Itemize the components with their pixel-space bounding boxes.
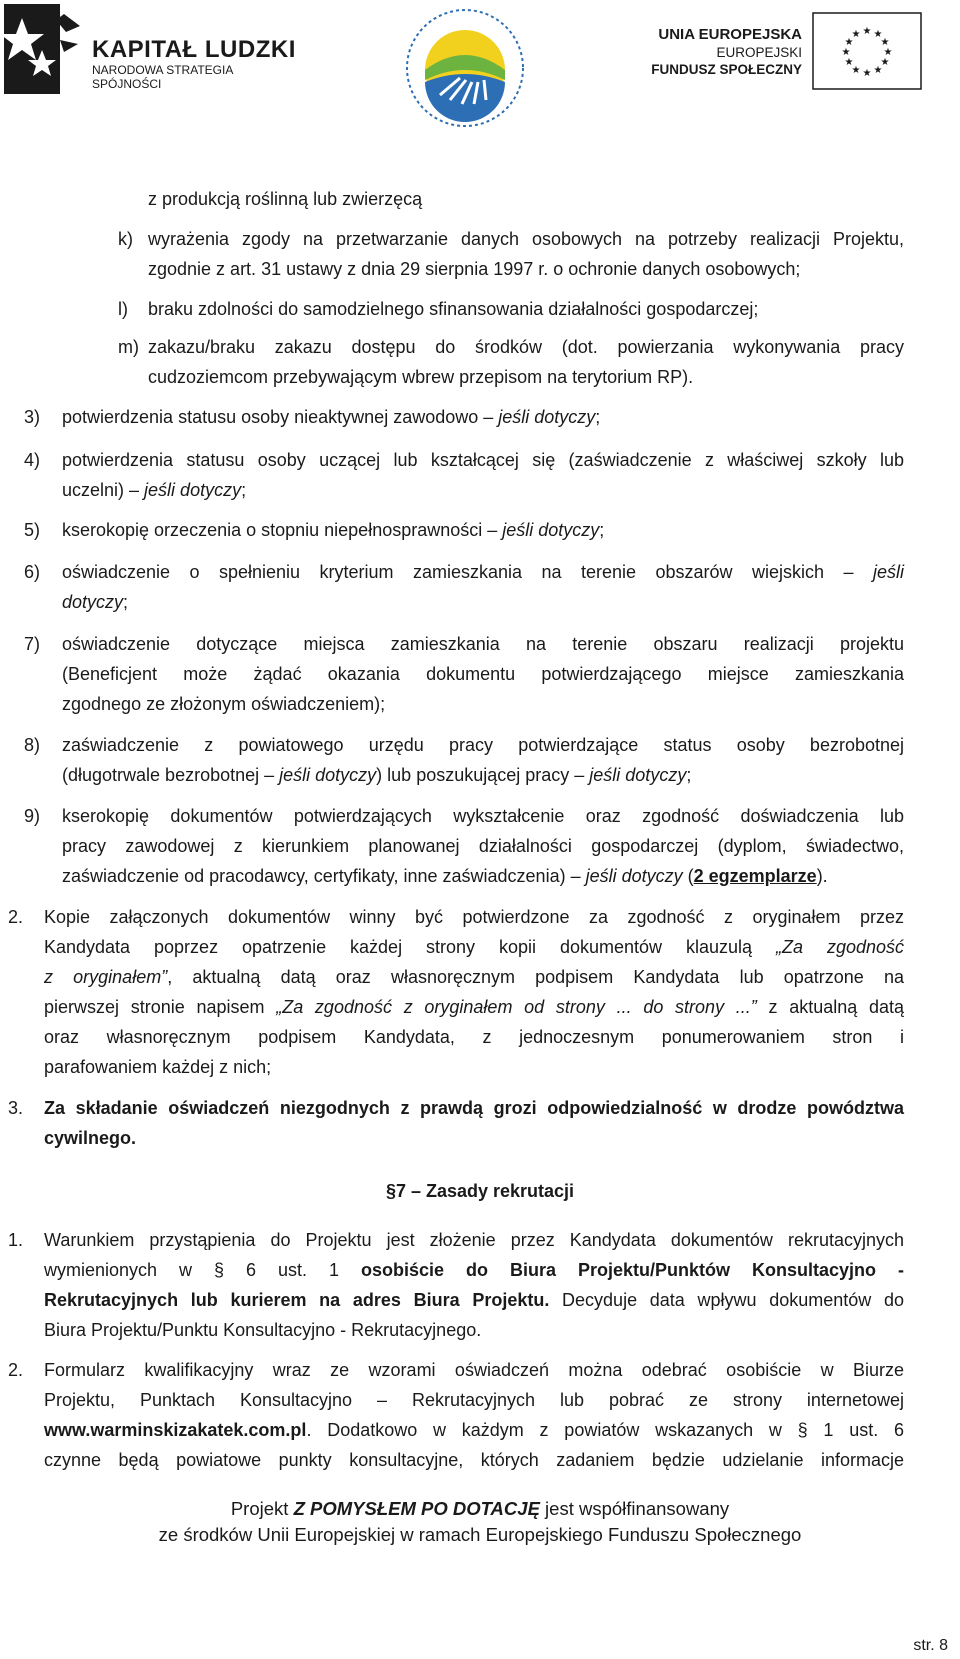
svg-text:★: ★ bbox=[880, 57, 890, 68]
footer-line-2: ze środków Unii Europejskiej w ramach Europejskiego Funduszu Społecznego bbox=[158, 1524, 802, 1545]
svg-text:★: ★ bbox=[851, 65, 861, 76]
sub-item-text: cudzoziemcom przebywającym wbrew przepisom na terytorium RP). bbox=[148, 367, 694, 387]
kapital-ludzki-name: KAPITAŁ LUDZKI bbox=[92, 36, 296, 63]
item-number: 3) bbox=[24, 407, 41, 427]
svg-text:★: ★ bbox=[862, 26, 872, 37]
item-text: uczelni) – jeśli dotyczy; bbox=[62, 480, 247, 500]
item-text: oświadczenie dotyczące miejsca zamieszkania na terenie obszaru realizacji projektu bbox=[62, 634, 904, 654]
sub-item-text: z produkcją roślinną lub zwierzęcą bbox=[148, 189, 423, 209]
item-text: pracy zawodowej z kierunkiem planowanej działalności gospodarczej (dyplom, świadectwo, bbox=[62, 836, 904, 856]
item-number: 7) bbox=[24, 634, 41, 654]
paragraph-text: www.warminskizakatek.com.pl. Dodatkowo w każdym z powiatów wskazanych w § 1 ust. 6 bbox=[44, 1420, 904, 1440]
page-number: str. 8 bbox=[913, 1637, 948, 1654]
svg-text:★: ★ bbox=[880, 37, 890, 48]
item-number: 4) bbox=[24, 450, 41, 470]
item-number: 9) bbox=[24, 806, 41, 826]
item-text: dotyczy; bbox=[62, 592, 129, 612]
svg-text:★: ★ bbox=[883, 47, 893, 58]
paragraph-text: Rekrutacyjnych lub kurierem na adres Biura Projektu. Decyduje data wpływu dokumentów do bbox=[44, 1290, 904, 1310]
item-text: zaświadczenie od pracodawcy, certyfikaty, inne zaświadczenia) – jeśli dotyczy (2 egzemplarze). bbox=[62, 866, 828, 886]
paragraph-text: oraz własnoręcznym podpisem Kandydata, z jednoczesnym ponumerowaniem stron i bbox=[44, 1027, 904, 1047]
paragraph-text: wymienionych w § 6 ust. 1 osobiście do Biura Projektu/Punktów Konsultacyjno - bbox=[44, 1260, 904, 1280]
sub-item-text: braku zdolności do samodzielnego sfinansowania działalności gospodarczej; bbox=[148, 299, 759, 319]
svg-text:★: ★ bbox=[873, 65, 883, 76]
paragraph-text: Za składanie oświadczeń niezgodnych z prawdą grozi odpowiedzialność w drodze powództwa bbox=[44, 1098, 904, 1118]
item-text: potwierdzenia statusu osoby uczącej lub kształcącej się (zaświadczenie z właściwej szkoły lub bbox=[62, 450, 904, 470]
paragraph-text: z oryginałem”, aktualną datą oraz własnoręcznym podpisem Kandydata lub opatrzone na bbox=[44, 967, 904, 987]
sub-item-letter: k) bbox=[118, 229, 133, 249]
paragraph-text: Kopie załączonych dokumentów winny być potwierdzone za zgodność z oryginałem przez bbox=[44, 907, 904, 927]
ue-line-2: EUROPEJSKI bbox=[716, 45, 802, 60]
paragraph-number: 1. bbox=[8, 1230, 24, 1250]
item-number: 6) bbox=[24, 562, 41, 582]
item-text: potwierdzenia statusu osoby nieaktywnej zawodowo – jeśli dotyczy; bbox=[62, 407, 601, 427]
ue-line-3: FUNDUSZ SPOŁECZNY bbox=[651, 62, 802, 77]
sub-item-text: zgodnie z art. 31 ustawy z dnia 29 sierpnia 1997 r. o ochronie danych osobowych; bbox=[148, 259, 801, 279]
item-text: kserokopię orzeczenia o stopniu niepełnosprawności – jeśli dotyczy; bbox=[62, 520, 605, 540]
sub-item-text: zakazu/braku zakazu dostępu do środków (dot. powierzania wykonywania pracy bbox=[148, 337, 904, 357]
item-number: 8) bbox=[24, 735, 41, 755]
paragraph-text: Projektu, Punktach Konsultacyjno – Rekrutacyjnych lub pobrać ze strony internetowej bbox=[44, 1390, 904, 1410]
svg-text:★: ★ bbox=[862, 68, 872, 79]
svg-text:★: ★ bbox=[873, 29, 883, 40]
section-title: §7 – Zasady rekrutacji bbox=[385, 1181, 575, 1201]
lgd-emblem-icon bbox=[400, 0, 530, 140]
paragraph-text: Formularz kwalifikacyjny wraz ze wzorami oświadczeń można odebrać osobiście w Biurze bbox=[44, 1360, 904, 1380]
item-text: (długotrwale bezrobotnej – jeśli dotyczy) lub poszukującej pracy – jeśli dotyczy; bbox=[62, 765, 692, 785]
sub-item-letter: l) bbox=[118, 299, 128, 319]
kapital-ludzki-logo bbox=[0, 0, 300, 100]
kapital-ludzki-subtitle: NARODOWA STRATEGIA SPÓJNOŚCI bbox=[92, 63, 233, 91]
paragraph-text: Kandydata poprzez opatrzenie każdej strony kopii dokumentów klauzulą „Za zgodność bbox=[44, 937, 904, 957]
item-text: oświadczenie o spełnieniu kryterium zamieszkania na terenie obszarów wiejskich – jeśli bbox=[62, 562, 904, 582]
website-link[interactable]: www.warminskizakatek.com.pl bbox=[44, 1420, 307, 1440]
svg-text:★: ★ bbox=[844, 37, 854, 48]
svg-text:★: ★ bbox=[844, 57, 854, 68]
paragraph-number: 2. bbox=[8, 1360, 24, 1380]
item-text: kserokopię dokumentów potwierdzających wykształcenie oraz zgodność doświadczenia lub bbox=[62, 806, 904, 826]
sub-item-text: wyrażenia zgody na przetwarzanie danych osobowych na potrzeby realizacji Projektu, bbox=[148, 229, 904, 249]
eu-flag-icon bbox=[812, 12, 922, 90]
paragraph-number: 3. bbox=[8, 1098, 24, 1118]
svg-text:★: ★ bbox=[841, 47, 851, 58]
footer-line-1: Projekt Z POMYSŁEM PO DOTACJĘ jest współfinansowany bbox=[230, 1498, 730, 1519]
lgd-warminski-zakatek-logo bbox=[400, 0, 530, 140]
ue-line-1: UNIA EUROPEJSKA bbox=[658, 26, 802, 43]
paragraph-text: pierwszej stronie napisem „Za zgodność z oryginałem od strony ... do strony ...” z aktualną datą bbox=[44, 997, 904, 1017]
paragraph-number: 2. bbox=[8, 907, 24, 927]
sub-item-letter: m) bbox=[118, 337, 139, 357]
paragraph-text: czynne będą powiatowe punkty konsultacyjne, których zadaniem będzie udzielanie informacje bbox=[44, 1450, 904, 1470]
paragraph-text: Warunkiem przystąpienia do Projektu jest złożenie przez Kandydata dokumentów rekrutacyjnych bbox=[44, 1230, 904, 1250]
paragraph-text: Biura Projektu/Punktu Konsultacyjno - Rekrutacyjnego. bbox=[44, 1320, 482, 1340]
paragraph-text: cywilnego. bbox=[44, 1128, 137, 1148]
paragraph-text: parafowaniem każdej z nich; bbox=[44, 1057, 272, 1077]
svg-text:★: ★ bbox=[851, 29, 861, 40]
item-text: zaświadczenie z powiatowego urzędu pracy potwierdzające status osoby bezrobotnej bbox=[62, 735, 904, 755]
kapital-ludzki-emblem bbox=[0, 0, 90, 98]
item-text: zgodnego ze złożonym oświadczeniem); bbox=[62, 694, 386, 714]
item-number: 5) bbox=[24, 520, 41, 540]
unia-europejska-logo bbox=[640, 0, 960, 100]
item-text: (Beneficjent może żądać okazania dokumentu potwierdzającego miejsce zamieszkania bbox=[62, 664, 904, 684]
